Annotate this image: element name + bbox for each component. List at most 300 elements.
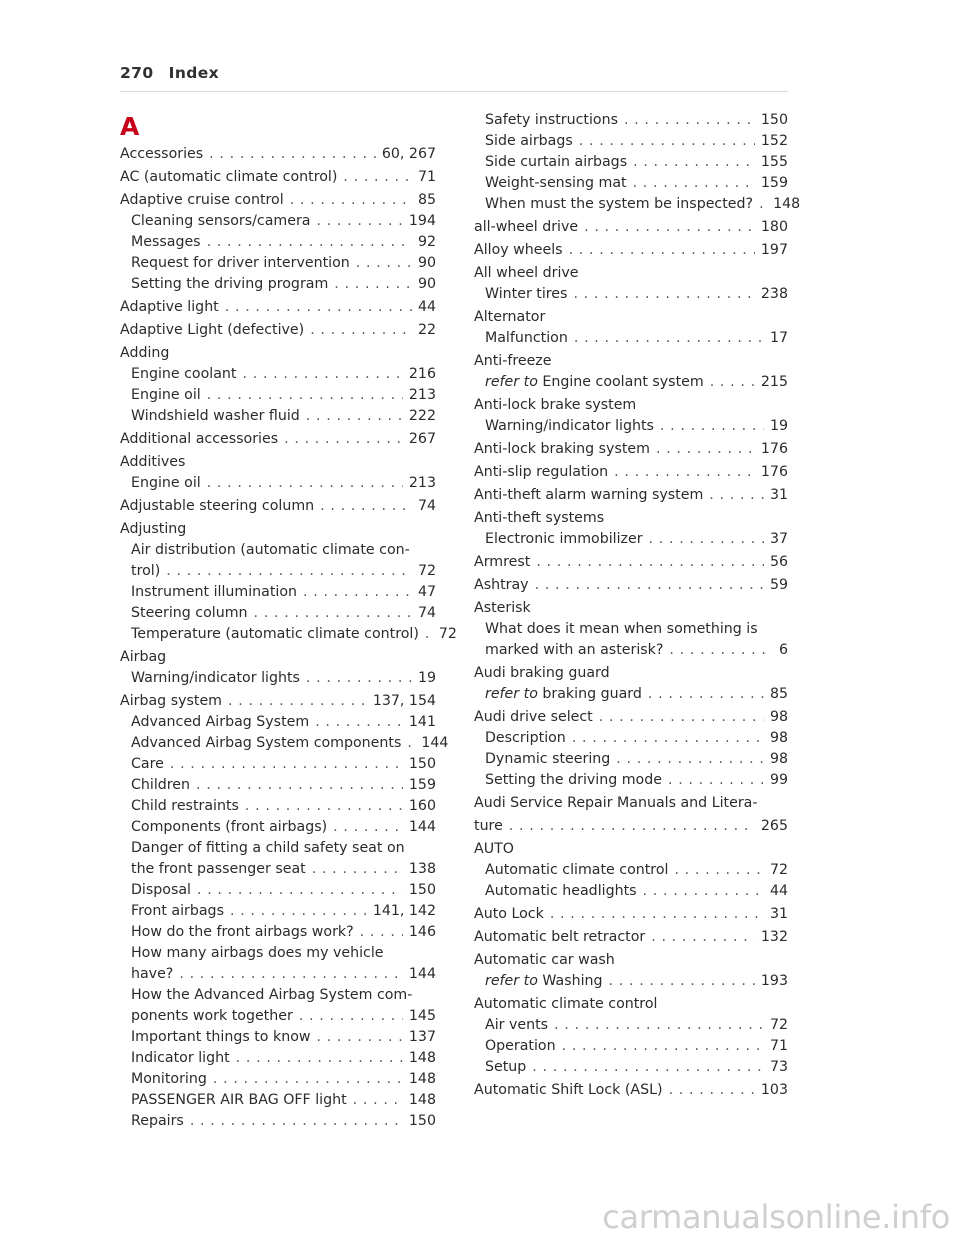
index-entry bbox=[131, 1110, 436, 1132]
index-term: Alloy wheels bbox=[474, 242, 563, 258]
index-term: Side curtain airbags bbox=[485, 154, 628, 170]
index-term: Disposal bbox=[131, 882, 191, 898]
index-entry bbox=[485, 415, 788, 437]
index-entry bbox=[485, 130, 788, 152]
page-reference: 160 bbox=[408, 798, 436, 814]
index-term: Air vents bbox=[485, 1017, 549, 1033]
page-reference: 60, 267 bbox=[381, 146, 436, 162]
index-entry bbox=[474, 394, 788, 416]
index-term: refer to Engine coolant system bbox=[485, 374, 704, 390]
index-term: Anti-theft systems bbox=[474, 510, 605, 526]
dot-leader bbox=[230, 900, 367, 922]
page-reference: 193 bbox=[760, 973, 788, 989]
index-term: Audi drive select bbox=[474, 709, 593, 725]
dot-leader bbox=[306, 405, 403, 427]
index-term: Audi Service Repair Manuals and Litera- bbox=[474, 795, 758, 811]
page-reference: 59 bbox=[769, 577, 788, 593]
page-reference: 145 bbox=[408, 1008, 436, 1024]
index-entry bbox=[485, 727, 788, 749]
index-term: Important things to know bbox=[131, 1029, 311, 1045]
index-term: Request for driver intervention bbox=[131, 255, 350, 271]
index-term: Dynamic steering bbox=[485, 751, 611, 767]
index-term: Automatic climate control bbox=[485, 862, 669, 878]
cross-reference: refer to bbox=[485, 973, 538, 989]
dot-leader bbox=[599, 706, 764, 728]
index-term: Care bbox=[131, 756, 164, 772]
index-term: Advanced Airbag System bbox=[131, 714, 310, 730]
index-entry bbox=[485, 528, 788, 550]
page-header bbox=[120, 63, 788, 92]
dot-leader bbox=[170, 753, 403, 775]
dot-leader bbox=[584, 216, 755, 238]
index-term: AC (automatic climate control) bbox=[120, 169, 338, 185]
dot-leader bbox=[709, 484, 764, 506]
index-term: Temperature (automatic climate control) bbox=[131, 626, 419, 642]
index-entry bbox=[485, 1014, 788, 1036]
page-reference: 72 bbox=[769, 862, 788, 878]
dot-leader bbox=[649, 528, 764, 550]
page-reference: 137, 154 bbox=[372, 693, 436, 709]
dot-leader bbox=[299, 1005, 403, 1027]
index-entry bbox=[131, 273, 436, 295]
page-reference: 141, 142 bbox=[372, 903, 436, 919]
dot-leader bbox=[196, 774, 403, 796]
index-entry bbox=[120, 518, 436, 540]
page-reference: 148 bbox=[408, 1071, 436, 1087]
index-entry bbox=[131, 816, 436, 838]
index-term: Auto Lock bbox=[474, 906, 544, 922]
page-reference: 159 bbox=[408, 777, 436, 793]
index-term: Winter tires bbox=[485, 286, 568, 302]
index-term: Automatic car wash bbox=[474, 952, 615, 968]
index-entry bbox=[474, 792, 788, 814]
index-entry bbox=[131, 231, 436, 253]
index-entry bbox=[474, 239, 788, 261]
index-entry bbox=[131, 858, 436, 880]
index-entry bbox=[120, 428, 436, 450]
page-reference: 144 bbox=[421, 735, 449, 751]
page-reference: 73 bbox=[769, 1059, 788, 1075]
page-reference: 152 bbox=[760, 133, 788, 149]
dot-leader bbox=[609, 970, 755, 992]
dot-leader bbox=[360, 921, 403, 943]
dot-leader bbox=[573, 283, 754, 305]
index-term: Setting the driving mode bbox=[485, 772, 662, 788]
index-letter-heading: A bbox=[120, 112, 140, 141]
dot-leader bbox=[614, 461, 755, 483]
page-reference: 176 bbox=[760, 441, 788, 457]
dot-leader bbox=[228, 690, 367, 712]
page-reference: 213 bbox=[408, 387, 436, 403]
index-term: Front airbags bbox=[131, 903, 224, 919]
index-entry bbox=[474, 838, 788, 860]
dot-leader bbox=[225, 296, 412, 318]
index-term: Engine oil bbox=[131, 475, 201, 491]
index-term: the front passenger seat bbox=[131, 861, 306, 877]
page-reference: 19 bbox=[769, 418, 788, 434]
dot-leader bbox=[562, 1035, 764, 1057]
index-term: Anti-lock brake system bbox=[474, 397, 637, 413]
index-entry bbox=[485, 109, 788, 131]
dot-leader bbox=[290, 189, 412, 211]
dot-leader bbox=[353, 1089, 403, 1111]
page-reference: 180 bbox=[760, 219, 788, 235]
page-reference: 222 bbox=[408, 408, 436, 424]
dot-leader bbox=[651, 926, 755, 948]
index-entry bbox=[131, 837, 436, 859]
dot-leader bbox=[616, 748, 764, 770]
dot-leader bbox=[179, 963, 403, 985]
index-term: Danger of fitting a child safety seat on bbox=[131, 840, 405, 856]
index-entry bbox=[131, 1068, 436, 1090]
page-reference: 85 bbox=[769, 686, 788, 702]
page-reference: 72 bbox=[438, 626, 457, 642]
dot-leader bbox=[660, 415, 764, 437]
page-reference: 194 bbox=[408, 213, 436, 229]
index-entry bbox=[485, 880, 788, 902]
index-term: Automatic headlights bbox=[485, 883, 637, 899]
dot-leader bbox=[310, 319, 412, 341]
index-term: Ashtray bbox=[474, 577, 529, 593]
index-entry bbox=[131, 963, 436, 985]
index-entry bbox=[131, 984, 436, 1006]
dot-leader bbox=[668, 769, 764, 791]
index-entry bbox=[131, 1047, 436, 1069]
index-entry bbox=[474, 350, 788, 372]
index-entry bbox=[131, 560, 436, 582]
dot-leader bbox=[656, 438, 755, 460]
dot-leader bbox=[207, 384, 403, 406]
dot-leader bbox=[550, 903, 764, 925]
index-term: trol) bbox=[131, 563, 161, 579]
index-term: Automatic climate control bbox=[474, 996, 658, 1012]
index-term: Windshield washer fluid bbox=[131, 408, 300, 424]
index-term: Engine oil bbox=[131, 387, 201, 403]
index-entry bbox=[474, 815, 788, 837]
index-entry bbox=[474, 262, 788, 284]
page-reference: 31 bbox=[769, 906, 788, 922]
index-term: How the Advanced Airbag System com- bbox=[131, 987, 413, 1003]
index-term: Adding bbox=[120, 345, 170, 361]
index-entry bbox=[131, 1005, 436, 1027]
index-term: marked with an asterisk? bbox=[485, 642, 664, 658]
index-entry bbox=[474, 597, 788, 619]
index-term: Messages bbox=[131, 234, 201, 250]
watermark: carmanualsonline.info bbox=[602, 1198, 950, 1236]
index-term: Anti-theft alarm warning system bbox=[474, 487, 704, 503]
index-entry bbox=[120, 646, 436, 668]
dot-leader bbox=[669, 1079, 755, 1101]
page-reference: 37 bbox=[769, 531, 788, 547]
index-term: Setup bbox=[485, 1059, 527, 1075]
index-term: When must the system be inspected? bbox=[485, 196, 754, 212]
index-entry bbox=[120, 319, 436, 341]
page-reference: 238 bbox=[760, 286, 788, 302]
index-term: Additives bbox=[120, 454, 186, 470]
index-term: Steering column bbox=[131, 605, 248, 621]
page-reference: 146 bbox=[408, 924, 436, 940]
page-reference: 132 bbox=[760, 929, 788, 945]
page-reference: 150 bbox=[408, 1113, 436, 1129]
index-entry bbox=[474, 507, 788, 529]
page-reference: 47 bbox=[417, 584, 436, 600]
page-reference: 148 bbox=[408, 1092, 436, 1108]
dot-leader bbox=[316, 210, 402, 232]
page-reference: 74 bbox=[417, 498, 436, 514]
index-entry bbox=[120, 495, 436, 517]
index-term: Adaptive light bbox=[120, 299, 219, 315]
index-entry bbox=[474, 706, 788, 728]
index-entry bbox=[485, 1056, 788, 1078]
dot-leader bbox=[633, 151, 755, 173]
index-entry bbox=[474, 484, 788, 506]
index-entry bbox=[485, 193, 801, 215]
index-entry bbox=[120, 451, 436, 473]
dot-leader bbox=[343, 166, 412, 188]
index-term: Adjusting bbox=[120, 521, 187, 537]
dot-leader bbox=[312, 858, 403, 880]
page-reference: 265 bbox=[760, 818, 788, 834]
index-term: Safety instructions bbox=[485, 112, 618, 128]
page-reference: 92 bbox=[417, 234, 436, 250]
dot-leader bbox=[190, 1110, 403, 1132]
index-term: Adaptive cruise control bbox=[120, 192, 284, 208]
page-reference: 90 bbox=[417, 276, 436, 292]
dot-leader bbox=[554, 1014, 764, 1036]
index-entry bbox=[131, 363, 436, 385]
index-entry bbox=[474, 461, 788, 483]
index-entry bbox=[485, 859, 788, 881]
page-reference: 141 bbox=[408, 714, 436, 730]
dot-leader bbox=[303, 581, 412, 603]
index-entry bbox=[485, 327, 788, 349]
index-entry bbox=[120, 143, 436, 165]
index-term: Children bbox=[131, 777, 191, 793]
index-entry bbox=[131, 900, 436, 922]
dot-leader bbox=[254, 602, 412, 624]
index-term: refer to braking guard bbox=[485, 686, 642, 702]
index-term: Advanced Airbag System components bbox=[131, 735, 402, 751]
dot-leader bbox=[648, 683, 764, 705]
page-reference: 148 bbox=[408, 1050, 436, 1066]
index-term: Automatic Shift Lock (ASL) bbox=[474, 1082, 663, 1098]
dot-leader bbox=[532, 1056, 764, 1078]
index-entry bbox=[485, 769, 788, 791]
index-term: Alternator bbox=[474, 309, 546, 325]
page-reference: 215 bbox=[760, 374, 788, 390]
index-term: AUTO bbox=[474, 841, 514, 857]
index-term: Engine coolant bbox=[131, 366, 237, 382]
dot-leader bbox=[407, 732, 415, 754]
dot-leader bbox=[624, 109, 755, 131]
dot-leader bbox=[759, 193, 767, 215]
index-entry bbox=[474, 551, 788, 573]
index-entry bbox=[131, 879, 436, 901]
dot-leader bbox=[197, 879, 403, 901]
index-term: PASSENGER AIR BAG OFF light bbox=[131, 1092, 347, 1108]
dot-leader bbox=[315, 711, 403, 733]
index-term: Indicator light bbox=[131, 1050, 230, 1066]
page-reference: 150 bbox=[760, 112, 788, 128]
page-reference: 71 bbox=[417, 169, 436, 185]
page-reference: 19 bbox=[417, 670, 436, 686]
index-entry bbox=[131, 623, 457, 645]
page-reference: 155 bbox=[760, 154, 788, 170]
index-entry bbox=[474, 926, 788, 948]
index-entry bbox=[131, 711, 436, 733]
index-entry bbox=[131, 210, 436, 232]
page-reference: 144 bbox=[408, 819, 436, 835]
index-entry bbox=[485, 748, 788, 770]
page-reference: 159 bbox=[760, 175, 788, 191]
page-reference: 148 bbox=[773, 196, 801, 212]
index-entry bbox=[474, 662, 788, 684]
index-entry bbox=[474, 574, 788, 596]
section-title: Index bbox=[168, 64, 220, 82]
index-term: How many airbags does my vehicle bbox=[131, 945, 384, 961]
index-entry bbox=[131, 1026, 436, 1048]
index-entry bbox=[131, 472, 436, 494]
index-term: Monitoring bbox=[131, 1071, 207, 1087]
index-term: Instrument illumination bbox=[131, 584, 298, 600]
index-entry bbox=[485, 1035, 788, 1057]
page-reference: 137 bbox=[408, 1029, 436, 1045]
index-entry bbox=[485, 172, 788, 194]
dot-leader bbox=[209, 143, 376, 165]
page-reference: 31 bbox=[769, 487, 788, 503]
index-entry bbox=[485, 371, 788, 393]
page-reference: 85 bbox=[417, 192, 436, 208]
index-entry bbox=[485, 618, 788, 640]
index-term: Airbag bbox=[120, 649, 167, 665]
index-term: refer to Washing bbox=[485, 973, 603, 989]
dot-leader bbox=[633, 172, 755, 194]
index-entry bbox=[131, 252, 436, 274]
index-term: Adaptive Light (defective) bbox=[120, 322, 305, 338]
dot-leader bbox=[166, 560, 412, 582]
dot-leader bbox=[333, 816, 403, 838]
dot-leader bbox=[710, 371, 755, 393]
page-reference: 90 bbox=[417, 255, 436, 271]
index-entry bbox=[131, 942, 436, 964]
dot-leader bbox=[306, 667, 412, 689]
page-reference: 99 bbox=[769, 772, 788, 788]
index-entry bbox=[131, 602, 436, 624]
index-term: Additional accessories bbox=[120, 431, 279, 447]
index-entry bbox=[474, 306, 788, 328]
index-term: Armrest bbox=[474, 554, 531, 570]
dot-leader bbox=[669, 639, 773, 661]
index-term: ponents work together bbox=[131, 1008, 293, 1024]
dot-leader bbox=[535, 574, 764, 596]
index-term: Automatic belt retractor bbox=[474, 929, 646, 945]
index-entry bbox=[120, 166, 436, 188]
page-reference: 44 bbox=[769, 883, 788, 899]
page-reference: 56 bbox=[769, 554, 788, 570]
index-term: Warning/indicator lights bbox=[131, 670, 300, 686]
index-term: Anti-freeze bbox=[474, 353, 552, 369]
index-entry bbox=[131, 539, 436, 561]
dot-leader bbox=[207, 231, 412, 253]
dot-leader bbox=[574, 327, 764, 349]
page-reference: 74 bbox=[417, 605, 436, 621]
index-term: All wheel drive bbox=[474, 265, 579, 281]
index-entry bbox=[131, 732, 449, 754]
page-reference: 150 bbox=[408, 756, 436, 772]
page-reference: 98 bbox=[769, 751, 788, 767]
index-entry bbox=[120, 189, 436, 211]
index-entry bbox=[474, 903, 788, 925]
dot-leader bbox=[425, 623, 433, 645]
index-entry bbox=[131, 753, 436, 775]
page-reference: 22 bbox=[417, 322, 436, 338]
page-reference: 17 bbox=[769, 330, 788, 346]
index-entry bbox=[120, 296, 436, 318]
page-reference: 267 bbox=[408, 431, 436, 447]
index-entry bbox=[131, 667, 436, 689]
cross-reference: refer to bbox=[485, 686, 538, 702]
page-reference: 144 bbox=[408, 966, 436, 982]
index-term: Repairs bbox=[131, 1113, 184, 1129]
index-entry bbox=[131, 405, 436, 427]
index-term: have? bbox=[131, 966, 174, 982]
dot-leader bbox=[316, 1026, 402, 1048]
page-reference: 71 bbox=[769, 1038, 788, 1054]
index-term: How do the front airbags work? bbox=[131, 924, 354, 940]
page-reference: 150 bbox=[408, 882, 436, 898]
page-reference: 98 bbox=[769, 709, 788, 725]
index-entry bbox=[131, 795, 436, 817]
dot-leader bbox=[536, 551, 764, 573]
index-entry bbox=[131, 921, 436, 943]
index-term: Air distribution (automatic climate con- bbox=[131, 542, 410, 558]
index-term: Side airbags bbox=[485, 133, 573, 149]
page-reference: 213 bbox=[408, 475, 436, 491]
page-reference: 197 bbox=[760, 242, 788, 258]
page-reference: 72 bbox=[417, 563, 436, 579]
dot-leader bbox=[334, 273, 412, 295]
page-reference: 176 bbox=[760, 464, 788, 480]
dot-leader bbox=[579, 130, 755, 152]
index-term: Weight-sensing mat bbox=[485, 175, 627, 191]
index-term: What does it mean when something is bbox=[485, 621, 758, 637]
dot-leader bbox=[572, 727, 764, 749]
dot-leader bbox=[236, 1047, 403, 1069]
index-term: ture bbox=[474, 818, 503, 834]
page-number: 270 bbox=[120, 64, 154, 82]
index-entry bbox=[474, 438, 788, 460]
index-term: Anti-slip regulation bbox=[474, 464, 609, 480]
dot-leader bbox=[243, 363, 403, 385]
index-entry bbox=[474, 216, 788, 238]
index-entry bbox=[131, 581, 436, 603]
index-term: Airbag system bbox=[120, 693, 222, 709]
index-entry bbox=[120, 690, 436, 712]
index-term: Warning/indicator lights bbox=[485, 418, 654, 434]
page-reference: 98 bbox=[769, 730, 788, 746]
index-term: Components (front airbags) bbox=[131, 819, 328, 835]
index-entry bbox=[474, 993, 788, 1015]
page-reference: 72 bbox=[769, 1017, 788, 1033]
cross-reference: refer to bbox=[485, 374, 538, 390]
page-reference: 216 bbox=[408, 366, 436, 382]
dot-leader bbox=[320, 495, 412, 517]
index-entry bbox=[120, 342, 436, 364]
dot-leader bbox=[643, 880, 764, 902]
index-term: Malfunction bbox=[485, 330, 568, 346]
index-term: Audi braking guard bbox=[474, 665, 610, 681]
dot-leader bbox=[207, 472, 403, 494]
